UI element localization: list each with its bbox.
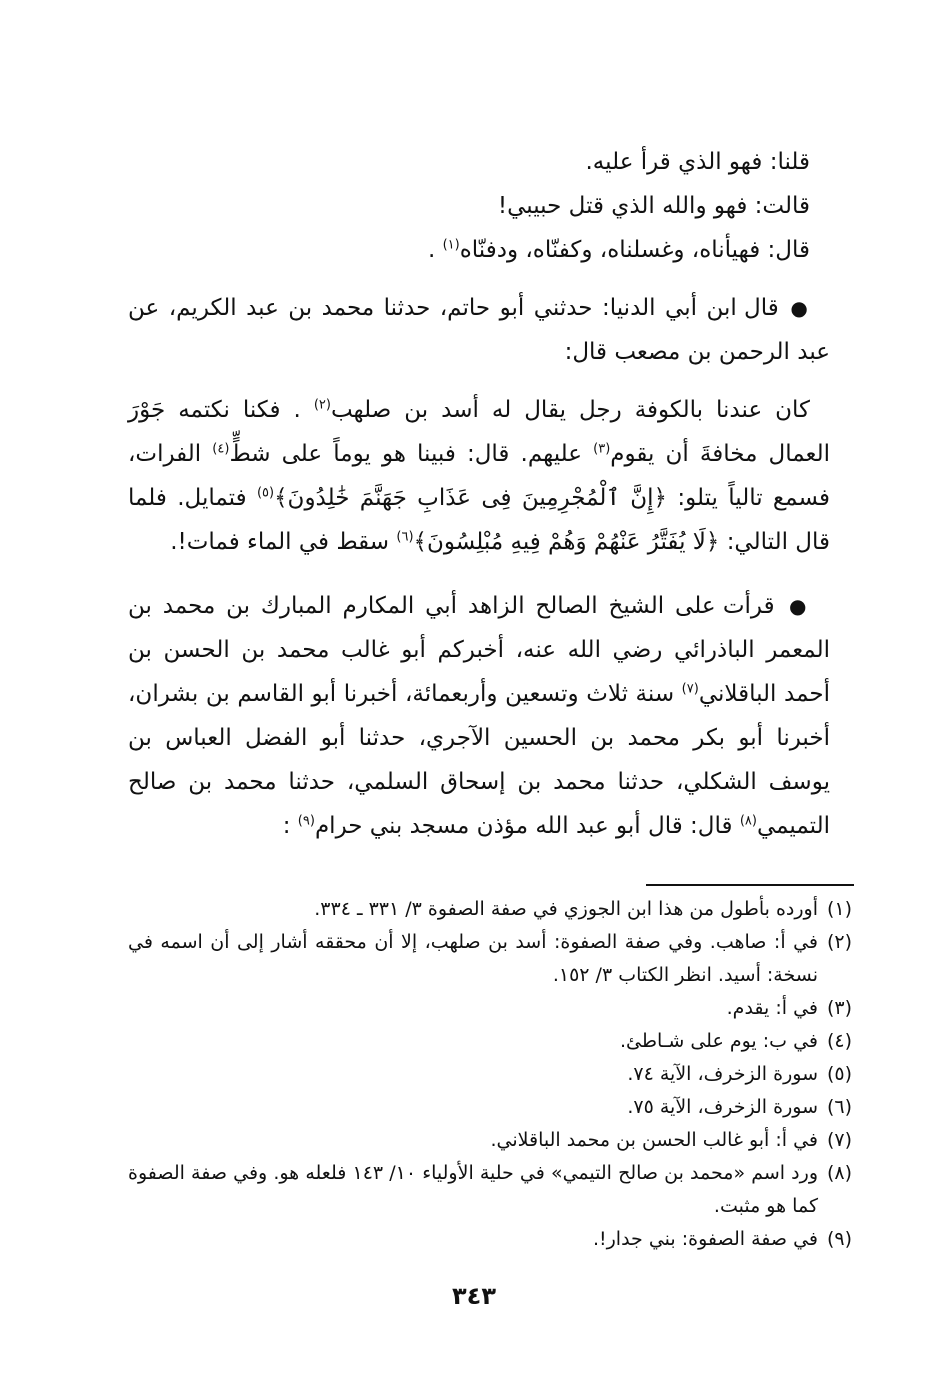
footnote-1: [128, 893, 852, 926]
quran-verse-1: ﴿إِنَّ ٱلْمُجْرِمِينَ فِى عَذَابِ جَهَنَّمَ خَٰلِدُونَ﴾: [274, 485, 667, 511]
footnote-divider: [646, 884, 854, 886]
footnote-number: (١): [826, 898, 852, 920]
footnote-4: [128, 1025, 852, 1058]
footnote-8: [128, 1157, 852, 1223]
footnote-ref-3: (٣): [593, 441, 611, 457]
footnote-number: (٨): [826, 1162, 852, 1184]
story-text-d: الفرات، فسمع تالياً يتلو:: [128, 441, 830, 511]
footnote-text: أورده بأطول من هذا ابن الجوزي في صفة الصفوة ٣/ ٣٣١ ـ ٣٣٤.: [314, 898, 818, 920]
quran-verse-2: ﴿لَا يُفَتَّرُ عَنْهُمْ وَهُمْ فِيهِ مُبْلِسُونَ﴾: [413, 529, 720, 555]
dialogue-line-3-text: قال: فهيأناه، وغسلناه، وكفنّاه، ودفنّاه: [459, 237, 810, 263]
story-text-e: فتمايل. فلما قال التالي:: [128, 485, 830, 555]
footnote-number: (٤): [826, 1030, 852, 1052]
bullet-icon: ●: [785, 594, 811, 618]
footnote-3: [128, 992, 852, 1025]
footnote-6: [128, 1091, 852, 1124]
story-text-b: . فكنا نكتمه جَوْرَ العمال مخافةَ أن يقوم: [128, 397, 830, 467]
paragraph-story: [128, 388, 830, 564]
footnote-text: في أ: صاهب. وفي صفة الصفوة: أسد بن صلهب، إلا أن محققه أشار إلى أن اسمه في نسخة: أسيد. انظر الكتاب ٣/ ١٥٢.: [128, 931, 818, 986]
footnote-9: [128, 1223, 852, 1256]
footnote-7: [128, 1124, 852, 1157]
isnad-text-c: قال: قال أبو عبد الله مؤذن مسجد بني حرام: [314, 813, 733, 839]
footnote-text: ورد اسم «محمد بن صالح التيمي» في حلية الأولياء ١٠/ ١٤٣ فلعله هو. وفي صفة الصفوة كما هو مثبت.: [128, 1162, 818, 1217]
bullet-icon: ●: [788, 296, 811, 320]
paragraph-isnad: [128, 584, 830, 848]
main-text: [128, 140, 830, 848]
paragraph-narration-1: [128, 286, 830, 374]
footnote-ref-7: (٧): [681, 681, 699, 697]
footnotes: [128, 893, 852, 1256]
footnote-text: في أ: أبو غالب الحسن بن محمد الباقلاني.: [490, 1129, 818, 1151]
footnote-number: (٩): [826, 1228, 852, 1250]
footnote-number: (٦): [826, 1096, 852, 1118]
footnote-number: (٢): [826, 931, 852, 953]
dialogue-line-3: [128, 228, 810, 272]
page-number: ٣٤٣: [452, 1282, 496, 1310]
isnad-text-b: سنة ثلاث وتسعين وأربعمائة، أخبرنا أبو القاسم بن بشران، أخبرنا أبو بكر محمد بن الحسين الآجري، حدثنا أبو الفضل العباس بن يوسف الشكلي، حدثنا محمد بن إسحاق السلمي، حدثنا محمد بن صالح التميمي: [128, 681, 830, 839]
footnote-ref-6: (٦): [396, 529, 414, 545]
story-text-a: كان عندنا بالكوفة رجل يقال له أسد بن صلهب: [330, 397, 810, 423]
footnote-text: في صفة الصفوة: بني جدار!.: [592, 1228, 818, 1250]
story-text-c: عليهم. قال: فبينا هو يوماً على شطٍّ: [229, 441, 583, 467]
footnote-2: [128, 926, 852, 992]
footnote-ref-8: (٨): [739, 813, 757, 829]
footnote-text: في أ: يقدم.: [726, 997, 818, 1019]
footnote-ref-9: (٩): [297, 813, 315, 829]
footnote-ref-1: (١): [442, 237, 460, 253]
dialogue-line-1: قلنا: فهو الذي قرأ عليه.: [585, 149, 810, 175]
footnote-number: (٣): [826, 997, 852, 1019]
paragraph-1-text: قال ابن أبي الدنيا: حدثني أبو حاتم، حدثنا محمد بن عبد الكريم، عن عبد الرحمن بن مصعب قال:: [128, 295, 830, 365]
isnad-text-a: قرأت على الشيخ الصالح الزاهد أبي المكارم المبارك بن محمد بن المعمر الباذرائي رضي الله عنه، أخبركم أبو غالب محمد بن الحسن بن أحمد الباقلاني: [128, 593, 830, 707]
isnad-text-d: :: [282, 813, 291, 839]
footnote-ref-5: (٥): [256, 485, 275, 501]
footnote-text: في ب: يوم على شـاطئ.: [620, 1030, 818, 1052]
dialogue-line-2: قالت: فهو والله الذي قتل حبيبي!: [497, 193, 810, 219]
story-text-f: سقط في الماء فمات!.: [170, 529, 390, 555]
footnote-number: (٧): [826, 1129, 852, 1151]
footnote-text: سورة الزخرف، الآية ٧٥.: [627, 1096, 818, 1118]
footnote-text: سورة الزخرف، الآية ٧٤.: [627, 1063, 818, 1085]
dialogue-line-3-end: .: [427, 237, 436, 263]
footnote-number: (٥): [826, 1063, 852, 1085]
footnote-5: [128, 1058, 852, 1091]
footnote-ref-4: (٤): [212, 441, 230, 457]
footnote-ref-2: (٢): [313, 397, 331, 413]
